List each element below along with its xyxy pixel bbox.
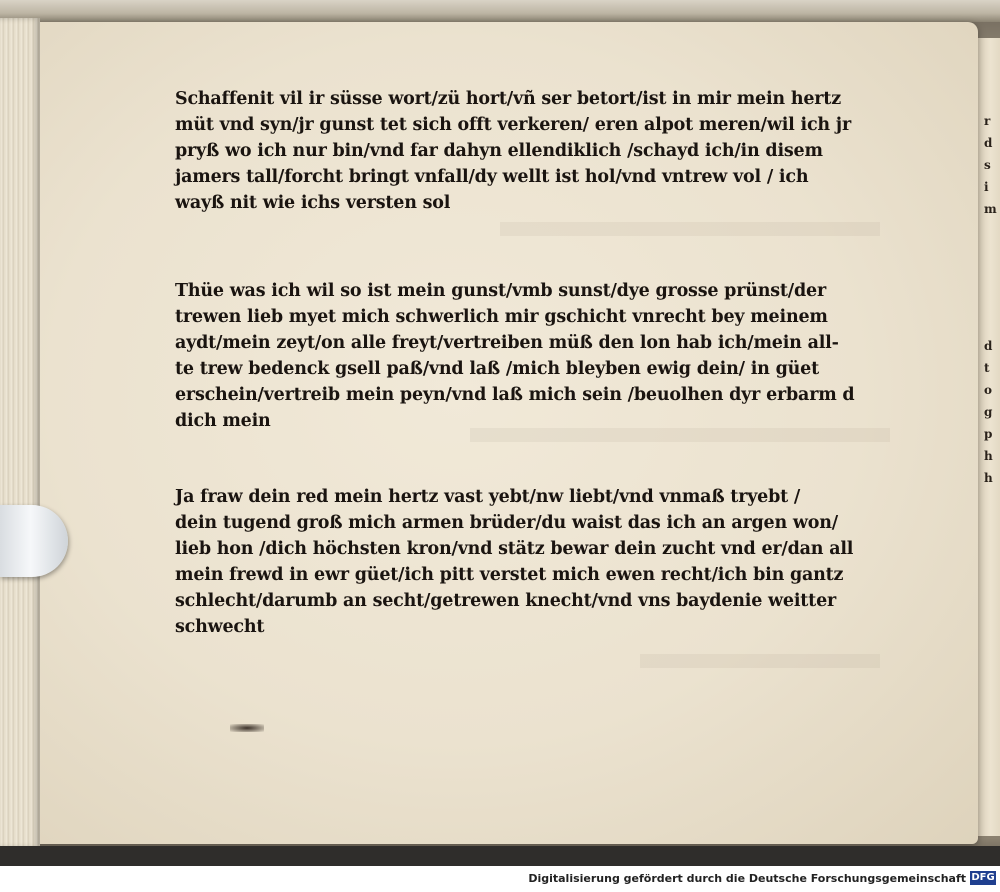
page-stack-edge	[0, 18, 40, 848]
facing-page-fragment-2: d t o g p h h	[984, 339, 993, 485]
text-line: dich mein	[175, 411, 271, 431]
text-line: jamers tall/forcht bringt vnfall/dy wellt ist hol/vnd vntrew vol / ich	[175, 167, 809, 187]
text-line: schlecht/darumb an secht/getrewen knecht/vnd vns baydenie weitter	[175, 591, 837, 611]
text-line: te trew bedenck gsell paß/vnd laß /mich bleyben ewig dein/ in güet	[175, 359, 819, 379]
text-line: mein frewd in ewr güet/ich pitt verstet mich ewen recht/ich bin gantz	[175, 565, 844, 585]
text-line: trewen lieb myet mich schwerlich mir gschicht vnrecht bey meinem	[175, 307, 828, 327]
dfg-logo: DFG	[971, 872, 995, 883]
digitization-credit: Digitalisierung gefördert durch die Deutsche Forschungsgemeinschaft	[528, 872, 966, 885]
text-line: Schaffenit vil ir süsse wort/zü hort/vñ ser betort/ist in mir mein hertz	[175, 89, 841, 109]
bleed-through	[640, 654, 880, 668]
text-line: Thüe was ich wil so ist mein gunst/vmb sunst/dye grosse prünst/der	[175, 281, 826, 301]
text-line: aydt/mein zeyt/on alle freyt/vertreiben müß den lon hab ich/mein all-	[175, 333, 839, 353]
paragraph-2	[175, 278, 885, 434]
text-line: müt vnd syn/jr gunst tet sich offt verkeren/ eren alpot meren/wil ich jr	[175, 115, 851, 135]
text-line: pryß wo ich nur bin/vnd far dahyn ellendiklich /schayd ich/in disem	[175, 141, 823, 161]
text-line: dein tugend groß mich armen brüder/du waist das ich an argen won/	[175, 513, 838, 533]
text-line: lieb hon /dich höchsten kron/vnd stätz bewar dein zucht vnd er/dan all	[175, 539, 854, 559]
text-line: schwecht	[175, 617, 265, 637]
paragraph-1	[175, 86, 885, 216]
text-line: wayß nit wie ichs versten sol	[175, 193, 451, 213]
text-line: Ja fraw dein red mein hertz vast yebt/nw liebt/vnd vnmaß tryebt /	[175, 487, 801, 507]
paragraph-3	[175, 484, 885, 640]
ink-smudge	[230, 724, 264, 732]
top-binding	[0, 0, 1000, 22]
text-line: erschein/vertreib mein peyn/vnd laß mich sein /beuolhen dyr erbarm d	[175, 385, 855, 405]
bleed-through	[500, 222, 880, 236]
facing-page-fragment: r d s i m	[984, 114, 997, 216]
